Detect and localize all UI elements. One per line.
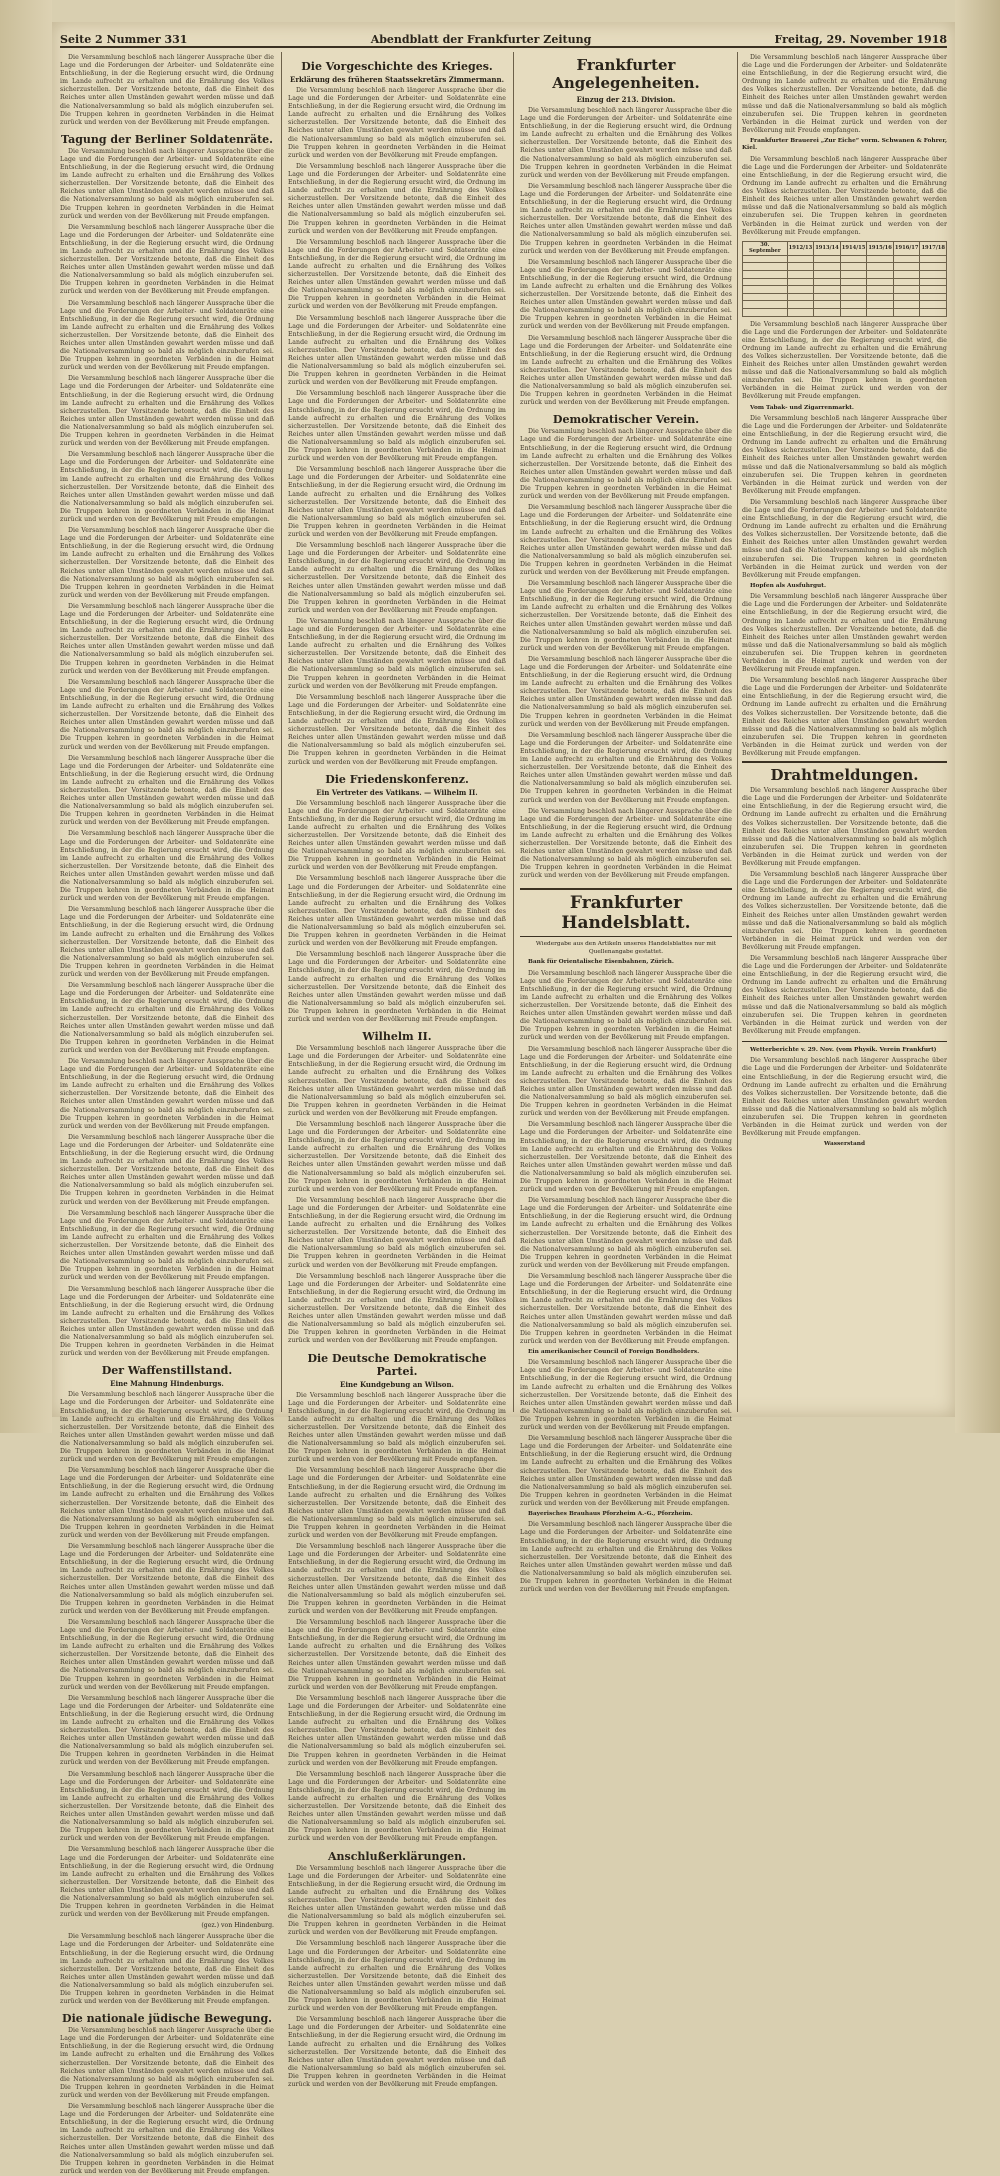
article-text: Die Versammlung beschloß nach längerer Aussprache über die Lage und die Forderungen der Arbeiter- und Soldatenräte eine Entschließung, in der die Regierung ersucht wird, die Ordnung im Lande aufrecht zu erhalten und die Ernährung des Volkes sicherzustellen. Der Vorsitzende betonte, daß die Einheit des Reiches unter allen Umständen gewahrt werden müsse und daß die Nationalversammlung so bald als möglich einzuberufen sei. Die Truppen kehren in geordneten Verbänden in die Heimat zurück und werden von der Bevölkerung mit Freude empfangen. <box>520 1197 732 1269</box>
article-text: Die Versammlung beschloß nach längerer Aussprache über die Lage und die Forderungen der Arbeiter- und Soldatenräte eine Entschließung, in der die Regierung ersucht wird, die Ordnung im Lande aufrecht zu erhalten und die Ernährung des Volkes sicherzustellen. Der Vorsitzende betonte, daß die Einheit des Reiches unter allen Umständen gewahrt werden müsse und daß die Nationalversammlung so bald als möglich einzuberufen sei. Die Truppen kehren in geordneten Verbänden in die Heimat zurück und werden von der Bevölkerung mit Freude empfangen. <box>288 238 506 311</box>
article-text: Die Versammlung beschloß nach längerer Aussprache über die Lage und die Forderungen der Arbeiter- und Soldatenräte eine Entschließung, in der die Regierung ersucht wird, die Ordnung im Lande aufrecht zu erhalten und die Ernährung des Volkes sicherzustellen. Der Vorsitzende betonte, daß die Einheit des Reiches unter allen Umständen gewahrt werden müsse und daß die Nationalversammlung so bald als möglich einzuberufen sei. Die Truppen kehren in geordneten Verbänden in die Heimat zurück und werden von der Bevölkerung mit Freude empfangen. <box>60 2027 274 2099</box>
article-text: Die Versammlung beschloß nach längerer Aussprache über die Lage und die Forderungen der Arbeiter- und Soldatenräte eine Entschließung, in der die Regierung ersucht wird, die Ordnung im Lande aufrecht zu erhalten und die Ernährung des Volkes sicherzustellen. Der Vorsitzende betonte, daß die Einheit des Reiches unter allen Umständen gewahrt werden müsse und daß die Nationalversammlung so bald als möglich einzuberufen sei. Die Truppen kehren in geordneten Verbänden in die Heimat zurück und werden von der Bevölkerung mit Freude empfangen. <box>60 2103 274 2175</box>
article-text: Die Versammlung beschloß nach längerer Aussprache über die Lage und die Forderungen der Arbeiter- und Soldatenräte eine Entschließung, in der die Regierung ersucht wird, die Ordnung im Lande aufrecht zu erhalten und die Ernährung des Volkes sicherzustellen. Der Vorsitzende betonte, daß die Einheit des Reiches unter allen Umständen gewahrt werden müsse und daß die Nationalversammlung so bald als möglich einzuberufen sei. Die Truppen kehren in geordneten Verbänden in die Heimat zurück und werden von der Bevölkerung mit Freude empfangen. <box>520 1435 732 1507</box>
table-header-row <box>743 241 947 255</box>
subhead-division: Einzug der 213. Division. <box>576 95 676 104</box>
newspaper-page <box>52 22 955 2175</box>
headline-anschluss: Anschlußerklärungen. <box>328 1849 466 1863</box>
headline-demokratische-partei: Die Deutsche Demokratische Partei. <box>307 1351 487 1378</box>
article-text: Die Versammlung beschloß nach längerer Aussprache über die Lage und die Forderungen der Arbeiter- und Soldatenräte eine Entschließung, in der die Regierung ersucht wird, die Ordnung im Lande aufrecht zu erhalten und die Ernährung des Volkes sicherzustellen. Der Vorsitzende betonte, daß die Einheit des Reiches unter allen Umständen gewahrt werden müsse und daß die Nationalversammlung so bald als möglich einzuberufen sei. Die Truppen kehren in geordneten Verbänden in die Heimat zurück und werden von der Bevölkerung mit Freude empfangen. <box>60 1846 274 1919</box>
article-text: Die Versammlung beschloß nach längerer Aussprache über die Lage und die Forderungen der Arbeiter- und Soldatenräte eine Entschließung, in der die Regierung ersucht wird, die Ordnung im Lande aufrecht zu erhalten und die Ernährung des Volkes sicherzustellen. Der Vorsitzende betonte, daß die Einheit des Reiches unter allen Umständen gewahrt werden müsse und daß die Nationalversammlung so bald als möglich einzuberufen sei. Die Truppen kehren in geordneten Verbänden in die Heimat zurück und werden von der Bevölkerung mit Freude empfangen. <box>742 593 947 674</box>
article-text: Die Versammlung beschloß nach längerer Aussprache über die Lage und die Forderungen der Arbeiter- und Soldatenräte eine Entschließung, in der die Regierung ersucht wird, die Ordnung im Lande aufrecht zu erhalten und die Ernährung des Volkes sicherzustellen. Der Vorsitzende betonte, daß die Einheit des Reiches unter allen Umständen gewahrt werden müsse und daß die Nationalversammlung so bald als möglich einzuberufen sei. Die Truppen kehren in geordneten Verbänden in die Heimat zurück und werden von der Bevölkerung mit Freude empfangen. <box>60 1770 274 1843</box>
article-text: Die Versammlung beschloß nach längerer Aussprache über die Lage und die Forderungen der Arbeiter- und Soldatenräte eine Entschließung, in der die Regierung ersucht wird, die Ordnung im Lande aufrecht zu erhalten und die Ernährung des Volkes sicherzustellen. Der Vorsitzende betonte, daß die Einheit des Reiches unter allen Umständen gewahrt werden müsse und daß die Nationalversammlung so bald als möglich einzuberufen sei. Die Truppen kehren in geordneten Verbänden in die Heimat zurück und werden von der Bevölkerung mit Freude empfangen. <box>520 655 732 728</box>
article-text: Die Versammlung beschloß nach längerer Aussprache über die Lage und die Forderungen der Arbeiter- und Soldatenräte eine Entschließung, in der die Regierung ersucht wird, die Ordnung im Lande aufrecht zu erhalten und die Ernährung des Volkes sicherzustellen. Der Vorsitzende betonte, daß die Einheit des Reiches unter allen Umständen gewahrt werden müsse und daß die Nationalversammlung so bald als möglich einzuberufen sei. Die Truppen kehren in geordneten Verbänden in die Heimat zurück und werden von der Bevölkerung mit Freude empfangen. <box>288 1543 506 1615</box>
article-text: Die Versammlung beschloß nach längerer Aussprache über die Lage und die Forderungen der Arbeiter- und Soldatenräte eine Entschließung, in der die Regierung ersucht wird, die Ordnung im Lande aufrecht zu erhalten und die Ernährung des Volkes sicherzustellen. Der Vorsitzende betonte, daß die Einheit des Reiches unter allen Umständen gewahrt werden müsse und daß die Nationalversammlung so bald als möglich einzuberufen sei. Die Truppen kehren in geordneten Verbänden in die Heimat zurück und werden von der Bevölkerung mit Freude empfangen. <box>520 182 732 255</box>
column-rule <box>737 52 738 1412</box>
headline-demokratischer-verein: Demokratischer Verein. <box>552 413 700 427</box>
column-4 <box>742 54 947 1409</box>
article-text: Die Versammlung beschloß nach längerer Aussprache über die Lage und die Forderungen der Arbeiter- und Soldatenräte eine Entschließung, in der die Regierung ersucht wird, die Ordnung im Lande aufrecht zu erhalten und die Ernährung des Volkes sicherzustellen. Der Vorsitzende betonte, daß die Einheit des Reiches unter allen Umständen gewahrt werden müsse und daß die Nationalversammlung so bald als möglich einzuberufen sei. Die Truppen kehren in geordneten Verbänden in die Heimat zurück und werden von der Bevölkerung mit Freude empfangen. <box>60 1133 274 1206</box>
subhead-wilson: Eine Kundgebung an Wilson. <box>340 1379 454 1389</box>
article-text: Die Versammlung beschloß nach längerer Aussprache über die Lage und die Forderungen der Arbeiter- und Soldatenräte eine Entschließung, in der die Regierung ersucht wird, die Ordnung im Lande aufrecht zu erhalten und die Ernährung des Volkes sicherzustellen. Der Vorsitzende betonte, daß die Einheit des Reiches unter allen Umständen gewahrt werden müsse und daß die Nationalversammlung so bald als möglich einzuberufen sei. Die Truppen kehren in geordneten Verbänden in die Heimat zurück und werden von der Bevölkerung mit Freude empfangen. <box>742 320 947 401</box>
article-text: Die Versammlung beschloß nach längerer Aussprache über die Lage und die Forderungen der Arbeiter- und Soldatenräte eine Entschließung, in der die Regierung ersucht wird, die Ordnung im Lande aufrecht zu erhalten und die Ernährung des Volkes sicherzustellen. Der Vorsitzende betonte, daß die Einheit des Reiches unter allen Umständen gewahrt werden müsse und daß die Nationalversammlung so bald als möglich einzuberufen sei. Die Truppen kehren in geordneten Verbänden in die Heimat zurück und werden von der Bevölkerung mit Freude empfangen. <box>60 1285 274 1358</box>
article-text: Die Versammlung beschloß nach längerer Aussprache über die Lage und die Forderungen der Arbeiter- und Soldatenräte eine Entschließung, in der die Regierung ersucht wird, die Ordnung im Lande aufrecht zu erhalten und die Ernährung des Volkes sicherzustellen. Der Vorsitzende betonte, daß die Einheit des Reiches unter allen Umständen gewahrt werden müsse und daß die Nationalversammlung so bald als möglich einzuberufen sei. Die Truppen kehren in geordneten Verbänden in die Heimat zurück und werden von der Bevölkerung mit Freude empfangen. <box>288 1694 506 1767</box>
issue-date: Freitag, 29. November 1918 <box>774 33 947 46</box>
article-text: Die Versammlung beschloß nach längerer Aussprache über die Lage und die Forderungen der Arbeiter- und Soldatenräte eine Entschließung, in der die Regierung ersucht wird, die Ordnung im Lande aufrecht zu erhalten und die Ernährung des Volkes sicherzustellen. Der Vorsitzende betonte, daß die Einheit des Reiches unter allen Umständen gewahrt werden müsse und daß die Nationalversammlung so bald als möglich einzuberufen sei. Die Truppen kehren in geordneten Verbänden in die Heimat zurück und werden von der Bevölkerung mit Freude empfangen. <box>520 807 732 880</box>
article-text: Die Versammlung beschloß nach längerer Aussprache über die Lage und die Forderungen der Arbeiter- und Soldatenräte eine Entschließung, in der die Regierung ersucht wird, die Ordnung im Lande aufrecht zu erhalten und die Ernährung des Volkes sicherzustellen. Der Vorsitzende betonte, daß die Einheit des Reiches unter allen Umständen gewahrt werden müsse und daß die Nationalversammlung so bald als möglich einzuberufen sei. Die Truppen kehren in geordneten Verbänden in die Heimat zurück und werden von der Bevölkerung mit Freude empfangen. <box>742 155 947 236</box>
article-text: Die Versammlung beschloß nach längerer Aussprache über die Lage und die Forderungen der Arbeiter- und Soldatenräte eine Entschließung, in der die Regierung ersucht wird, die Ordnung im Lande aufrecht zu erhalten und die Ernährung des Volkes sicherzustellen. Der Vorsitzende betonte, daß die Einheit des Reiches unter allen Umständen gewahrt werden müsse und daß die Nationalversammlung so bald als möglich einzuberufen sei. Die Truppen kehren in geordneten Verbänden in die Heimat zurück und werden von der Bevölkerung mit Freude empfangen. <box>742 498 947 579</box>
article-text: Die Versammlung beschloß nach längerer Aussprache über die Lage und die Forderungen der Arbeiter- und Soldatenräte eine Entschließung, in der die Regierung ersucht wird, die Ordnung im Lande aufrecht zu erhalten und die Ernährung des Volkes sicherzustellen. Der Vorsitzende betonte, daß die Einheit des Reiches unter allen Umständen gewahrt werden müsse und daß die Nationalversammlung so bald als möglich einzuberufen sei. Die Truppen kehren in geordneten Verbänden in die Heimat zurück und werden von der Bevölkerung mit Freude empfangen. <box>60 223 274 296</box>
article-text: Die Versammlung beschloß nach längerer Aussprache über die Lage und die Forderungen der Arbeiter- und Soldatenräte eine Entschließung, in der die Regierung ersucht wird, die Ordnung im Lande aufrecht zu erhalten und die Ernährung des Volkes sicherzustellen. Der Vorsitzende betonte, daß die Einheit des Reiches unter allen Umständen gewahrt werden müsse und daß die Nationalversammlung so bald als möglich einzuberufen sei. Die Truppen kehren in geordneten Verbänden in die Heimat zurück und werden von der Bevölkerung mit Freude empfangen. <box>520 504 732 576</box>
article-text: Die Versammlung beschloß nach längerer Aussprache über die Lage und die Forderungen der Arbeiter- und Soldatenräte eine Entschließung, in der die Regierung ersucht wird, die Ordnung im Lande aufrecht zu erhalten und die Ernährung des Volkes sicherzustellen. Der Vorsitzende betonte, daß die Einheit des Reiches unter allen Umständen gewahrt werden müsse und daß die Nationalversammlung so bald als möglich einzuberufen sei. Die Truppen kehren in geordneten Verbänden in die Heimat zurück und werden von der Bevölkerung mit Freude empfangen. <box>288 799 506 872</box>
article-text: Die Versammlung beschloß nach längerer Aussprache über die Lage und die Forderungen der Arbeiter- und Soldatenräte eine Entschließung, in der die Regierung ersucht wird, die Ordnung im Lande aufrecht zu erhalten und die Ernährung des Volkes sicherzustellen. Der Vorsitzende betonte, daß die Einheit des Reiches unter allen Umständen gewahrt werden müsse und daß die Nationalversammlung so bald als möglich einzuberufen sei. Die Truppen kehren in geordneten Verbänden in die Heimat zurück und werden von der Bevölkerung mit Freude empfangen. <box>60 1694 274 1767</box>
article-text: Die Versammlung beschloß nach längerer Aussprache über die Lage und die Forderungen der Arbeiter- und Soldatenräte eine Entschließung, in der die Regierung ersucht wird, die Ordnung im Lande aufrecht zu erhalten und die Ernährung des Volkes sicherzustellen. Der Vorsitzende betonte, daß die Einheit des Reiches unter allen Umständen gewahrt werden müsse und daß die Nationalversammlung so bald als möglich einzuberufen sei. Die Truppen kehren in geordneten Verbänden in die Heimat zurück und werden von der Bevölkerung mit Freude empfangen. <box>520 969 732 1042</box>
article-text: Die Versammlung beschloß nach längerer Aussprache über die Lage und die Forderungen der Arbeiter- und Soldatenräte eine Entschließung, in der die Regierung ersucht wird, die Ordnung im Lande aufrecht zu erhalten und die Ernährung des Volkes sicherzustellen. Der Vorsitzende betonte, daß die Einheit des Reiches unter allen Umständen gewahrt werden müsse und daß die Nationalversammlung so bald als möglich einzuberufen sei. Die Truppen kehren in geordneten Verbänden in die Heimat zurück und werden von der Bevölkerung mit Freude empfangen. <box>520 334 732 407</box>
article-text: Die Versammlung beschloß nach längerer Aussprache über die Lage und die Forderungen der Arbeiter- und Soldatenräte eine Entschließung, in der die Regierung ersucht wird, die Ordnung im Lande aufrecht zu erhalten und die Ernährung des Volkes sicherzustellen. Der Vorsitzende betonte, daß die Einheit des Reiches unter allen Umständen gewahrt werden müsse und daß die Nationalversammlung so bald als möglich einzuberufen sei. Die Truppen kehren in geordneten Verbänden in die Heimat zurück und werden von der Bevölkerung mit Freude empfangen. <box>60 1618 274 1691</box>
article-text: Die Versammlung beschloß nach längerer Aussprache über die Lage und die Forderungen der Arbeiter- und Soldatenräte eine Entschließung, in der die Regierung ersucht wird, die Ordnung im Lande aufrecht zu erhalten und die Ernährung des Volkes sicherzustellen. Der Vorsitzende betonte, daß die Einheit des Reiches unter allen Umständen gewahrt werden müsse und daß die Nationalversammlung so bald als möglich einzuberufen sei. Die Truppen kehren in geordneten Verbänden in die Heimat zurück und werden von der Bevölkerung mit Freude empfangen. <box>60 1391 274 1464</box>
article-text: Die Versammlung beschloß nach längerer Aussprache über die Lage und die Forderungen der Arbeiter- und Soldatenräte eine Entschließung, in der die Regierung ersucht wird, die Ordnung im Lande aufrecht zu erhalten und die Ernährung des Volkes sicherzustellen. Der Vorsitzende betonte, daß die Einheit des Reiches unter allen Umständen gewahrt werden müsse und daß die Nationalversammlung so bald als möglich einzuberufen sei. Die Truppen kehren in geordneten Verbänden in die Heimat zurück und werden von der Bevölkerung mit Freude empfangen. <box>520 428 732 501</box>
article-text: Die Versammlung beschloß nach längerer Aussprache über die Lage und die Forderungen der Arbeiter- und Soldatenräte eine Entschließung, in der die Regierung ersucht wird, die Ordnung im Lande aufrecht zu erhalten und die Ernährung des Volkes sicherzustellen. Der Vorsitzende betonte, daß die Einheit des Reiches unter allen Umständen gewahrt werden müsse und daß die Nationalversammlung so bald als möglich einzuberufen sei. Die Truppen kehren in geordneten Verbänden in die Heimat zurück und werden von der Bevölkerung mit Freude empfangen. <box>288 542 506 614</box>
article-text: Die Versammlung beschloß nach längerer Aussprache über die Lage und die Forderungen der Arbeiter- und Soldatenräte eine Entschließung, in der die Regierung ersucht wird, die Ordnung im Lande aufrecht zu erhalten und die Ernährung des Volkes sicherzustellen. Der Vorsitzende betonte, daß die Einheit des Reiches unter allen Umständen gewahrt werden müsse und daß die Nationalversammlung so bald als möglich einzuberufen sei. Die Truppen kehren in geordneten Verbänden in die Heimat zurück und werden von der Bevölkerung mit Freude empfangen. <box>60 147 274 220</box>
handelsblatt-note: Wiedergabe aus den Artikeln unseres Handelsblattes nur mit Quellenangabe gestattet. <box>535 941 717 955</box>
page-number: Seite 2 Nummer 331 <box>60 33 188 46</box>
article-text: Die Versammlung beschloß nach längerer Aussprache über die Lage und die Forderungen der Arbeiter- und Soldatenräte eine Entschließung, in der die Regierung ersucht wird, die Ordnung im Lande aufrecht zu erhalten und die Ernährung des Volkes sicherzustellen. Der Vorsitzende betonte, daß die Einheit des Reiches unter allen Umständen gewahrt werden müsse und daß die Nationalversammlung so bald als möglich einzuberufen sei. Die Truppen kehren in geordneten Verbänden in die Heimat zurück und werden von der Bevölkerung mit Freude empfangen. <box>288 617 506 690</box>
article-text: Die Versammlung beschloß nach längerer Aussprache über die Lage und die Forderungen der Arbeiter- und Soldatenräte eine Entschließung, in der die Regierung ersucht wird, die Ordnung im Lande aufrecht zu erhalten und die Ernährung des Volkes sicherzustellen. Der Vorsitzende betonte, daß die Einheit des Reiches unter allen Umständen gewahrt werden müsse und daß die Nationalversammlung so bald als möglich einzuberufen sei. Die Truppen kehren in geordneten Verbänden in die Heimat zurück und werden von der Bevölkerung mit Freude empfangen. <box>60 527 274 599</box>
article-text: Die Versammlung beschloß nach längerer Aussprache über die Lage und die Forderungen der Arbeiter- und Soldatenräte eine Entschließung, in der die Regierung ersucht wird, die Ordnung im Lande aufrecht zu erhalten und die Ernährung des Volkes sicherzustellen. Der Vorsitzende betonte, daß die Einheit des Reiches unter allen Umständen gewahrt werden müsse und daß die Nationalversammlung so bald als möglich einzuberufen sei. Die Truppen kehren in geordneten Verbänden in die Heimat zurück und werden von der Bevölkerung mit Freude empfangen. <box>288 1467 506 1540</box>
article-text: Die Versammlung beschloß nach längerer Aussprache über die Lage und die Forderungen der Arbeiter- und Soldatenräte eine Entschließung, in der die Regierung ersucht wird, die Ordnung im Lande aufrecht zu erhalten und die Ernährung des Volkes sicherzustellen. Der Vorsitzende betonte, daß die Einheit des Reiches unter allen Umständen gewahrt werden müsse und daß die Nationalversammlung so bald als möglich einzuberufen sei. Die Truppen kehren in geordneten Verbänden in die Heimat zurück und werden von der Bevölkerung mit Freude empfangen. <box>288 466 506 538</box>
signature: (gez.) von Hindenburg. <box>201 1922 274 1930</box>
balance-table <box>742 241 947 317</box>
article-text: Die Versammlung beschloß nach längerer Aussprache über die Lage und die Forderungen der Arbeiter- und Soldatenräte eine Entschließung, in der die Regierung ersucht wird, die Ordnung im Lande aufrecht zu erhalten und die Ernährung des Volkes sicherzustellen. Der Vorsitzende betonte, daß die Einheit des Reiches unter allen Umständen gewahrt werden müsse und daß die Nationalversammlung so bald als möglich einzuberufen sei. Die Truppen kehren in geordneten Verbänden in die Heimat zurück und werden von der Bevölkerung mit Freude empfangen. <box>288 314 506 387</box>
headline-handelsblatt: Frankfurter Handelsblatt. <box>520 888 732 937</box>
article-text: Die Versammlung beschloß nach längerer Aussprache über die Lage und die Forderungen der Arbeiter- und Soldatenräte eine Entschließung, in der die Regierung ersucht wird, die Ordnung im Lande aufrecht zu erhalten und die Ernährung des Volkes sicherzustellen. Der Vorsitzende betonte, daß die Einheit des Reiches unter allen Umständen gewahrt werden müsse und daß die Nationalversammlung so bald als möglich einzuberufen sei. Die Truppen kehren in geordneten Verbänden in die Heimat zurück und werden von der Bevölkerung mit Freude empfangen. <box>288 1045 506 1117</box>
item-title: Vom Tabak- und Zigarrenmarkt. <box>750 404 854 411</box>
article-text: Die Versammlung beschloß nach längerer Aussprache über die Lage und die Forderungen der Arbeiter- und Soldatenräte eine Entschließung, in der die Regierung ersucht wird, die Ordnung im Lande aufrecht zu erhalten und die Ernährung des Volkes sicherzustellen. Der Vorsitzende betonte, daß die Einheit des Reiches unter allen Umständen gewahrt werden müsse und daß die Nationalversammlung so bald als möglich einzuberufen sei. Die Truppen kehren in geordneten Verbänden in die Heimat zurück und werden von der Bevölkerung mit Freude empfangen. <box>288 1770 506 1843</box>
table-header: 1917/18 <box>920 241 947 255</box>
table-body <box>743 255 947 316</box>
headline-drahtmeldungen: Drahtmeldungen. <box>742 761 947 784</box>
article-text: Die Versammlung beschloß nach längerer Aussprache über die Lage und die Forderungen der Arbeiter- und Soldatenräte eine Entschließung, in der die Regierung ersucht wird, die Ordnung im Lande aufrecht zu erhalten und die Ernährung des Volkes sicherzustellen. Der Vorsitzende betonte, daß die Einheit des Reiches unter allen Umständen gewahrt werden müsse und daß die Nationalversammlung so bald als möglich einzuberufen sei. Die Truppen kehren in geordneten Verbänden in die Heimat zurück und werden von der Bevölkerung mit Freude empfangen. <box>288 390 506 463</box>
article-text: Die Versammlung beschloß nach längerer Aussprache über die Lage und die Forderungen der Arbeiter- und Soldatenräte eine Entschließung, in der die Regierung ersucht wird, die Ordnung im Lande aufrecht zu erhalten und die Ernährung des Volkes sicherzustellen. Der Vorsitzende betonte, daß die Einheit des Reiches unter allen Umständen gewahrt werden müsse und daß die Nationalversammlung so bald als möglich einzuberufen sei. Die Truppen kehren in geordneten Verbänden in die Heimat zurück und werden von der Bevölkerung mit Freude empfangen. <box>60 1933 274 2006</box>
article-text: Die Versammlung beschloß nach längerer Aussprache über die Lage und die Forderungen der Arbeiter- und Soldatenräte eine Entschließung, in der die Regierung ersucht wird, die Ordnung im Lande aufrecht zu erhalten und die Ernährung des Volkes sicherzustellen. Der Vorsitzende betonte, daß die Einheit des Reiches unter allen Umständen gewahrt werden müsse und daß die Nationalversammlung so bald als möglich einzuberufen sei. Die Truppen kehren in geordneten Verbänden in die Heimat zurück und werden von der Bevölkerung mit Freude empfangen. <box>288 1864 506 1937</box>
subhead-zimmermann: Erklärung des früheren Staatssekretärs Zimmermann. <box>289 75 505 84</box>
article-text: Die Versammlung beschloß nach längerer Aussprache über die Lage und die Forderungen der Arbeiter- und Soldatenräte eine Entschließung, in der die Regierung ersucht wird, die Ordnung im Lande aufrecht zu erhalten und die Ernährung des Volkes sicherzustellen. Der Vorsitzende betonte, daß die Einheit des Reiches unter allen Umständen gewahrt werden müsse und daß die Nationalversammlung so bald als möglich einzuberufen sei. Die Truppen kehren in geordneten Verbänden in die Heimat zurück und werden von der Bevölkerung mit Freude empfangen. <box>288 693 506 766</box>
weather-title: Wetterberichte v. 29. Nov. (vom Physik. Verein Frankfurt) <box>750 1046 937 1053</box>
article-text: Die Versammlung beschloß nach längerer Aussprache über die Lage und die Forderungen der Arbeiter- und Soldatenräte eine Entschließung, in der die Regierung ersucht wird, die Ordnung im Lande aufrecht zu erhalten und die Ernährung des Volkes sicherzustellen. Der Vorsitzende betonte, daß die Einheit des Reiches unter allen Umständen gewahrt werden müsse und daß die Nationalversammlung so bald als möglich einzuberufen sei. Die Truppen kehren in geordneten Verbänden in die Heimat zurück und werden von der Bevölkerung mit Freude empfangen. <box>60 754 274 827</box>
headline-soldatenraete: Tagung der Berliner Soldatenräte. <box>60 132 274 146</box>
article-text: Die Versammlung beschloß nach längerer Aussprache über die Lage und die Forderungen der Arbeiter- und Soldatenräte eine Entschließung, in der die Regierung ersucht wird, die Ordnung im Lande aufrecht zu erhalten und die Ernährung des Volkes sicherzustellen. Der Vorsitzende betonte, daß die Einheit des Reiches unter allen Umständen gewahrt werden müsse und daß die Nationalversammlung so bald als möglich einzuberufen sei. Die Truppen kehren in geordneten Verbänden in die Heimat zurück und werden von der Bevölkerung mit Freude empfangen. <box>288 951 506 1024</box>
article-text: Die Versammlung beschloß nach längerer Aussprache über die Lage und die Forderungen der Arbeiter- und Soldatenräte eine Entschließung, in der die Regierung ersucht wird, die Ordnung im Lande aufrecht zu erhalten und die Ernährung des Volkes sicherzustellen. Der Vorsitzende betonte, daß die Einheit des Reiches unter allen Umständen gewahrt werden müsse und daß die Nationalversammlung so bald als möglich einzuberufen sei. Die Truppen kehren in geordneten Verbänden in die Heimat zurück und werden von der Bevölkerung mit Freude empfangen. <box>60 1467 274 1539</box>
article-text: Die Versammlung beschloß nach längerer Aussprache über die Lage und die Forderungen der Arbeiter- und Soldatenräte eine Entschließung, in der die Regierung ersucht wird, die Ordnung im Lande aufrecht zu erhalten und die Ernährung des Volkes sicherzustellen. Der Vorsitzende betonte, daß die Einheit des Reiches unter allen Umständen gewahrt werden müsse und daß die Nationalversammlung so bald als möglich einzuberufen sei. Die Truppen kehren in geordneten Verbänden in die Heimat zurück und werden von der Bevölkerung mit Freude empfangen. <box>742 1057 947 1138</box>
table-header: 1912/13 <box>787 241 814 255</box>
newspaper-title: Abendblatt der Frankfurter Zeitung <box>370 33 592 46</box>
article-text: Die Versammlung beschloß nach längerer Aussprache über die Lage und die Forderungen der Arbeiter- und Soldatenräte eine Entschließung, in der die Regierung ersucht wird, die Ordnung im Lande aufrecht zu erhalten und die Ernährung des Volkes sicherzustellen. Der Vorsitzende betonte, daß die Einheit des Reiches unter allen Umständen gewahrt werden müsse und daß die Nationalversammlung so bald als möglich einzuberufen sei. Die Truppen kehren in geordneten Verbänden in die Heimat zurück und werden von der Bevölkerung mit Freude empfangen. <box>520 1121 732 1194</box>
article-text: Die Versammlung beschloß nach längerer Aussprache über die Lage und die Forderungen der Arbeiter- und Soldatenräte eine Entschließung, in der die Regierung ersucht wird, die Ordnung im Lande aufrecht zu erhalten und die Ernährung des Volkes sicherzustellen. Der Vorsitzende betonte, daß die Einheit des Reiches unter allen Umständen gewahrt werden müsse und daß die Nationalversammlung so bald als möglich einzuberufen sei. Die Truppen kehren in geordneten Verbänden in die Heimat zurück und werden von der Bevölkerung mit Freude empfangen. <box>742 677 947 758</box>
article-text: Die Versammlung beschloß nach längerer Aussprache über die Lage und die Forderungen der Arbeiter- und Soldatenräte eine Entschließung, in der die Regierung ersucht wird, die Ordnung im Lande aufrecht zu erhalten und die Ernährung des Volkes sicherzustellen. Der Vorsitzende betonte, daß die Einheit des Reiches unter allen Umständen gewahrt werden müsse und daß die Nationalversammlung so bald als möglich einzuberufen sei. Die Truppen kehren in geordneten Verbänden in die Heimat zurück und werden von der Bevölkerung mit Freude empfangen. <box>60 1543 274 1615</box>
article-text: Die Versammlung beschloß nach längerer Aussprache über die Lage und die Forderungen der Arbeiter- und Soldatenräte eine Entschließung, in der die Regierung ersucht wird, die Ordnung im Lande aufrecht zu erhalten und die Ernährung des Volkes sicherzustellen. Der Vorsitzende betonte, daß die Einheit des Reiches unter allen Umständen gewahrt werden müsse und daß die Nationalversammlung so bald als möglich einzuberufen sei. Die Truppen kehren in geordneten Verbänden in die Heimat zurück und werden von der Bevölkerung mit Freude empfangen. <box>288 1272 506 1345</box>
article-text: Die Versammlung beschloß nach längerer Aussprache über die Lage und die Forderungen der Arbeiter- und Soldatenräte eine Entschließung, in der die Regierung ersucht wird, die Ordnung im Lande aufrecht zu erhalten und die Ernährung des Volkes sicherzustellen. Der Vorsitzende betonte, daß die Einheit des Reiches unter allen Umständen gewahrt werden müsse und daß die Nationalversammlung so bald als möglich einzuberufen sei. Die Truppen kehren in geordneten Verbänden in die Heimat zurück und werden von der Bevölkerung mit Freude empfangen. <box>60 54 274 126</box>
article-text: Die Versammlung beschloß nach längerer Aussprache über die Lage und die Forderungen der Arbeiter- und Soldatenräte eine Entschließung, in der die Regierung ersucht wird, die Ordnung im Lande aufrecht zu erhalten und die Ernährung des Volkes sicherzustellen. Der Vorsitzende betonte, daß die Einheit des Reiches unter allen Umständen gewahrt werden müsse und daß die Nationalversammlung so bald als möglich einzuberufen sei. Die Truppen kehren in geordneten Verbänden in die Heimat zurück und werden von der Bevölkerung mit Freude empfangen. <box>60 1209 274 1282</box>
article-text: Die Versammlung beschloß nach längerer Aussprache über die Lage und die Forderungen der Arbeiter- und Soldatenräte eine Entschließung, in der die Regierung ersucht wird, die Ordnung im Lande aufrecht zu erhalten und die Ernährung des Volkes sicherzustellen. Der Vorsitzende betonte, daß die Einheit des Reiches unter allen Umständen gewahrt werden müsse und daß die Nationalversammlung so bald als möglich einzuberufen sei. Die Truppen kehren in geordneten Verbänden in die Heimat zurück und werden von der Bevölkerung mit Freude empfangen. <box>60 602 274 675</box>
article-text: Die Versammlung beschloß nach längerer Aussprache über die Lage und die Forderungen der Arbeiter- und Soldatenräte eine Entschließung, in der die Regierung ersucht wird, die Ordnung im Lande aufrecht zu erhalten und die Ernährung des Volkes sicherzustellen. Der Vorsitzende betonte, daß die Einheit des Reiches unter allen Umständen gewahrt werden müsse und daß die Nationalversammlung so bald als möglich einzuberufen sei. Die Truppen kehren in geordneten Verbänden in die Heimat zurück und werden von der Bevölkerung mit Freude empfangen. <box>520 1359 732 1432</box>
scan-edge-right <box>955 0 1000 1433</box>
column-rule <box>281 52 282 1412</box>
article-text: Die Versammlung beschloß nach längerer Aussprache über die Lage und die Forderungen der Arbeiter- und Soldatenräte eine Entschließung, in der die Regierung ersucht wird, die Ordnung im Lande aufrecht zu erhalten und die Ernährung des Volkes sicherzustellen. Der Vorsitzende betonte, daß die Einheit des Reiches unter allen Umständen gewahrt werden müsse und daß die Nationalversammlung so bald als möglich einzuberufen sei. Die Truppen kehren in geordneten Verbänden in die Heimat zurück und werden von der Bevölkerung mit Freude empfangen. <box>288 2016 506 2088</box>
article-text: Die Versammlung beschloß nach längerer Aussprache über die Lage und die Forderungen der Arbeiter- und Soldatenräte eine Entschließung, in der die Regierung ersucht wird, die Ordnung im Lande aufrecht zu erhalten und die Ernährung des Volkes sicherzustellen. Der Vorsitzende betonte, daß die Einheit des Reiches unter allen Umständen gewahrt werden müsse und daß die Nationalversammlung so bald als möglich einzuberufen sei. Die Truppen kehren in geordneten Verbänden in die Heimat zurück und werden von der Bevölkerung mit Freude empfangen. <box>520 1273 732 1345</box>
article-text: Die Versammlung beschloß nach längerer Aussprache über die Lage und die Forderungen der Arbeiter- und Soldatenräte eine Entschließung, in der die Regierung ersucht wird, die Ordnung im Lande aufrecht zu erhalten und die Ernährung des Volkes sicherzustellen. Der Vorsitzende betonte, daß die Einheit des Reiches unter allen Umständen gewahrt werden müsse und daß die Nationalversammlung so bald als möglich einzuberufen sei. Die Truppen kehren in geordneten Verbänden in die Heimat zurück und werden von der Bevölkerung mit Freude empfangen. <box>60 678 274 751</box>
column-2 <box>288 54 506 2088</box>
article-text: Die Versammlung beschloß nach längerer Aussprache über die Lage und die Forderungen der Arbeiter- und Soldatenräte eine Entschließung, in der die Regierung ersucht wird, die Ordnung im Lande aufrecht zu erhalten und die Ernährung des Volkes sicherzustellen. Der Vorsitzende betonte, daß die Einheit des Reiches unter allen Umständen gewahrt werden müsse und daß die Nationalversammlung so bald als möglich einzuberufen sei. Die Truppen kehren in geordneten Verbänden in die Heimat zurück und werden von der Bevölkerung mit Freude empfangen. <box>288 1120 506 1193</box>
divider <box>742 1041 947 1042</box>
headline-waffenstillstand: Der Waffenstillstand. <box>101 1364 233 1378</box>
item-title: Bayerisches Brauhaus Pforzheim A.-G., Pforzheim. <box>528 1510 693 1517</box>
item-title: Bank für Orientalische Eisenbahnen, Zürich. <box>528 959 674 966</box>
headline-friedenskonferenz: Die Friedenskonferenz. <box>325 772 469 786</box>
item-title: Hopfen als Ausfuhrgut. <box>750 582 826 589</box>
headline-wilhelm: Wilhelm II. <box>362 1030 432 1044</box>
article-text: Die Versammlung beschloß nach längerer Aussprache über die Lage und die Forderungen der Arbeiter- und Soldatenräte eine Entschließung, in der die Regierung ersucht wird, die Ordnung im Lande aufrecht zu erhalten und die Ernährung des Volkes sicherzustellen. Der Vorsitzende betonte, daß die Einheit des Reiches unter allen Umständen gewahrt werden müsse und daß die Nationalversammlung so bald als möglich einzuberufen sei. Die Truppen kehren in geordneten Verbänden in die Heimat zurück und werden von der Bevölkerung mit Freude empfangen. <box>60 299 274 372</box>
column-3 <box>520 54 732 1594</box>
article-text: Die Versammlung beschloß nach längerer Aussprache über die Lage und die Forderungen der Arbeiter- und Soldatenräte eine Entschließung, in der die Regierung ersucht wird, die Ordnung im Lande aufrecht zu erhalten und die Ernährung des Volkes sicherzustellen. Der Vorsitzende betonte, daß die Einheit des Reiches unter allen Umständen gewahrt werden müsse und daß die Nationalversammlung so bald als möglich einzuberufen sei. Die Truppen kehren in geordneten Verbänden in die Heimat zurück und werden von der Bevölkerung mit Freude empfangen. <box>742 787 947 867</box>
table-header: 1915/16 <box>867 241 894 255</box>
article-text: Die Versammlung beschloß nach längerer Aussprache über die Lage und die Forderungen der Arbeiter- und Soldatenräte eine Entschließung, in der die Regierung ersucht wird, die Ordnung im Lande aufrecht zu erhalten und die Ernährung des Volkes sicherzustellen. Der Vorsitzende betonte, daß die Einheit des Reiches unter allen Umständen gewahrt werden müsse und daß die Nationalversammlung so bald als möglich einzuberufen sei. Die Truppen kehren in geordneten Verbänden in die Heimat zurück und werden von der Bevölkerung mit Freude empfangen. <box>520 107 732 179</box>
article-text: Die Versammlung beschloß nach längerer Aussprache über die Lage und die Forderungen der Arbeiter- und Soldatenräte eine Entschließung, in der die Regierung ersucht wird, die Ordnung im Lande aufrecht zu erhalten und die Ernährung des Volkes sicherzustellen. Der Vorsitzende betonte, daß die Einheit des Reiches unter allen Umständen gewahrt werden müsse und daß die Nationalversammlung so bald als möglich einzuberufen sei. Die Truppen kehren in geordneten Verbänden in die Heimat zurück und werden von der Bevölkerung mit Freude empfangen. <box>520 258 732 331</box>
table-header: 1913/14 <box>814 241 841 255</box>
scan-edge-left <box>0 0 52 1433</box>
article-text: Die Versammlung beschloß nach längerer Aussprache über die Lage und die Forderungen der Arbeiter- und Soldatenräte eine Entschließung, in der die Regierung ersucht wird, die Ordnung im Lande aufrecht zu erhalten und die Ernährung des Volkes sicherzustellen. Der Vorsitzende betonte, daß die Einheit des Reiches unter allen Umständen gewahrt werden müsse und daß die Nationalversammlung so bald als möglich einzuberufen sei. Die Truppen kehren in geordneten Verbänden in die Heimat zurück und werden von der Bevölkerung mit Freude empfangen. <box>60 830 274 903</box>
item-title: Ein amerikanischer Council of Foreign Bondholders. <box>528 1348 700 1355</box>
article-text: Die Versammlung beschloß nach längerer Aussprache über die Lage und die Forderungen der Arbeiter- und Soldatenräte eine Entschließung, in der die Regierung ersucht wird, die Ordnung im Lande aufrecht zu erhalten und die Ernährung des Volkes sicherzustellen. Der Vorsitzende betonte, daß die Einheit des Reiches unter allen Umständen gewahrt werden müsse und daß die Nationalversammlung so bald als möglich einzuberufen sei. Die Truppen kehren in geordneten Verbänden in die Heimat zurück und werden von der Bevölkerung mit Freude empfangen. <box>288 875 506 948</box>
table-header: 30. September <box>743 241 788 255</box>
subhead-hindenburg: Eine Mahnung Hindenburgs. <box>110 1379 224 1389</box>
article-text: Die Versammlung beschloß nach längerer Aussprache über die Lage und die Forderungen der Arbeiter- und Soldatenräte eine Entschließung, in der die Regierung ersucht wird, die Ordnung im Lande aufrecht zu erhalten und die Ernährung des Volkes sicherzustellen. Der Vorsitzende betonte, daß die Einheit des Reiches unter allen Umständen gewahrt werden müsse und daß die Nationalversammlung so bald als möglich einzuberufen sei. Die Truppen kehren in geordneten Verbänden in die Heimat zurück und werden von der Bevölkerung mit Freude empfangen. <box>288 1196 506 1269</box>
article-text: Die Versammlung beschloß nach längerer Aussprache über die Lage und die Forderungen der Arbeiter- und Soldatenräte eine Entschließung, in der die Regierung ersucht wird, die Ordnung im Lande aufrecht zu erhalten und die Ernährung des Volkes sicherzustellen. Der Vorsitzende betonte, daß die Einheit des Reiches unter allen Umständen gewahrt werden müsse und daß die Nationalversammlung so bald als möglich einzuberufen sei. Die Truppen kehren in geordneten Verbänden in die Heimat zurück und werden von der Bevölkerung mit Freude empfangen. <box>288 1940 506 2013</box>
article-text: Die Versammlung beschloß nach längerer Aussprache über die Lage und die Forderungen der Arbeiter- und Soldatenräte eine Entschließung, in der die Regierung ersucht wird, die Ordnung im Lande aufrecht zu erhalten und die Ernährung des Volkes sicherzustellen. Der Vorsitzende betonte, daß die Einheit des Reiches unter allen Umständen gewahrt werden müsse und daß die Nationalversammlung so bald als möglich einzuberufen sei. Die Truppen kehren in geordneten Verbänden in die Heimat zurück und werden von der Bevölkerung mit Freude empfangen. <box>288 1619 506 1691</box>
article-text: Die Versammlung beschloß nach längerer Aussprache über die Lage und die Forderungen der Arbeiter- und Soldatenräte eine Entschließung, in der die Regierung ersucht wird, die Ordnung im Lande aufrecht zu erhalten und die Ernährung des Volkes sicherzustellen. Der Vorsitzende betonte, daß die Einheit des Reiches unter allen Umständen gewahrt werden müsse und daß die Nationalversammlung so bald als möglich einzuberufen sei. Die Truppen kehren in geordneten Verbänden in die Heimat zurück und werden von der Bevölkerung mit Freude empfangen. <box>742 414 947 495</box>
column-rule <box>513 52 514 1412</box>
article-text: Die Versammlung beschloß nach längerer Aussprache über die Lage und die Forderungen der Arbeiter- und Soldatenräte eine Entschließung, in der die Regierung ersucht wird, die Ordnung im Lande aufrecht zu erhalten und die Ernährung des Volkes sicherzustellen. Der Vorsitzende betonte, daß die Einheit des Reiches unter allen Umständen gewahrt werden müsse und daß die Nationalversammlung so bald als möglich einzuberufen sei. Die Truppen kehren in geordneten Verbänden in die Heimat zurück und werden von der Bevölkerung mit Freude empfangen. <box>60 982 274 1054</box>
article-text: Die Versammlung beschloß nach längerer Aussprache über die Lage und die Forderungen der Arbeiter- und Soldatenräte eine Entschließung, in der die Regierung ersucht wird, die Ordnung im Lande aufrecht zu erhalten und die Ernährung des Volkes sicherzustellen. Der Vorsitzende betonte, daß die Einheit des Reiches unter allen Umständen gewahrt werden müsse und daß die Nationalversammlung so bald als möglich einzuberufen sei. Die Truppen kehren in geordneten Verbänden in die Heimat zurück und werden von der Bevölkerung mit Freude empfangen. <box>60 451 274 523</box>
item-title: Frankfurter Brauerei „Zur Eiche“ vorm. Schwanen & Fohrer, Kiel. <box>742 137 947 152</box>
page-header <box>60 26 947 48</box>
article-text: Die Versammlung beschloß nach längerer Aussprache über die Lage und die Forderungen der Arbeiter- und Soldatenräte eine Entschließung, in der die Regierung ersucht wird, die Ordnung im Lande aufrecht zu erhalten und die Ernährung des Volkes sicherzustellen. Der Vorsitzende betonte, daß die Einheit des Reiches unter allen Umständen gewahrt werden müsse und daß die Nationalversammlung so bald als möglich einzuberufen sei. Die Truppen kehren in geordneten Verbänden in die Heimat zurück und werden von der Bevölkerung mit Freude empfangen. <box>288 162 506 235</box>
article-text: Die Versammlung beschloß nach längerer Aussprache über die Lage und die Forderungen der Arbeiter- und Soldatenräte eine Entschließung, in der die Regierung ersucht wird, die Ordnung im Lande aufrecht zu erhalten und die Ernährung des Volkes sicherzustellen. Der Vorsitzende betonte, daß die Einheit des Reiches unter allen Umständen gewahrt werden müsse und daß die Nationalversammlung so bald als möglich einzuberufen sei. Die Truppen kehren in geordneten Verbänden in die Heimat zurück und werden von der Bevölkerung mit Freude empfangen. <box>60 1057 274 1130</box>
article-text: Die Versammlung beschloß nach längerer Aussprache über die Lage und die Forderungen der Arbeiter- und Soldatenräte eine Entschließung, in der die Regierung ersucht wird, die Ordnung im Lande aufrecht zu erhalten und die Ernährung des Volkes sicherzustellen. Der Vorsitzende betonte, daß die Einheit des Reiches unter allen Umständen gewahrt werden müsse und daß die Nationalversammlung so bald als möglich einzuberufen sei. Die Truppen kehren in geordneten Verbänden in die Heimat zurück und werden von der Bevölkerung mit Freude empfangen. <box>520 731 732 804</box>
table-header: 1914/15 <box>840 241 867 255</box>
article-text: Die Versammlung beschloß nach längerer Aussprache über die Lage und die Forderungen der Arbeiter- und Soldatenräte eine Entschließung, in der die Regierung ersucht wird, die Ordnung im Lande aufrecht zu erhalten und die Ernährung des Volkes sicherzustellen. Der Vorsitzende betonte, daß die Einheit des Reiches unter allen Umständen gewahrt werden müsse und daß die Nationalversammlung so bald als möglich einzuberufen sei. Die Truppen kehren in geordneten Verbänden in die Heimat zurück und werden von der Bevölkerung mit Freude empfangen. <box>288 1391 506 1464</box>
article-text: Die Versammlung beschloß nach längerer Aussprache über die Lage und die Forderungen der Arbeiter- und Soldatenräte eine Entschließung, in der die Regierung ersucht wird, die Ordnung im Lande aufrecht zu erhalten und die Ernährung des Volkes sicherzustellen. Der Vorsitzende betonte, daß die Einheit des Reiches unter allen Umständen gewahrt werden müsse und daß die Nationalversammlung so bald als möglich einzuberufen sei. Die Truppen kehren in geordneten Verbänden in die Heimat zurück und werden von der Bevölkerung mit Freude empfangen. <box>60 375 274 448</box>
water-level-title: Wasserstand <box>824 1141 865 1148</box>
subhead-vatikan: Ein Vertreter des Vatikans. — Wilhelm II. <box>316 787 478 797</box>
article-text: Die Versammlung beschloß nach längerer Aussprache über die Lage und die Forderungen der Arbeiter- und Soldatenräte eine Entschließung, in der die Regierung ersucht wird, die Ordnung im Lande aufrecht zu erhalten und die Ernährung des Volkes sicherzustellen. Der Vorsitzende betonte, daß die Einheit des Reiches unter allen Umständen gewahrt werden müsse und daß die Nationalversammlung so bald als möglich einzuberufen sei. Die Truppen kehren in geordneten Verbänden in die Heimat zurück und werden von der Bevölkerung mit Freude empfangen. <box>288 87 506 159</box>
headline-vorgeschichte: Die Vorgeschichte des Krieges. <box>301 60 493 73</box>
headline-juedisch: Die nationale jüdische Bewegung. <box>62 2012 272 2026</box>
article-text: Die Versammlung beschloß nach längerer Aussprache über die Lage und die Forderungen der Arbeiter- und Soldatenräte eine Entschließung, in der die Regierung ersucht wird, die Ordnung im Lande aufrecht zu erhalten und die Ernährung des Volkes sicherzustellen. Der Vorsitzende betonte, daß die Einheit des Reiches unter allen Umständen gewahrt werden müsse und daß die Nationalversammlung so bald als möglich einzuberufen sei. Die Truppen kehren in geordneten Verbänden in die Heimat zurück und werden von der Bevölkerung mit Freude empfangen. <box>742 955 947 1035</box>
headline-angelegenheiten: Frankfurter Angelegenheiten. <box>552 56 700 92</box>
column-1 <box>60 54 274 2175</box>
article-text: Die Versammlung beschloß nach längerer Aussprache über die Lage und die Forderungen der Arbeiter- und Soldatenräte eine Entschließung, in der die Regierung ersucht wird, die Ordnung im Lande aufrecht zu erhalten und die Ernährung des Volkes sicherzustellen. Der Vorsitzende betonte, daß die Einheit des Reiches unter allen Umständen gewahrt werden müsse und daß die Nationalversammlung so bald als möglich einzuberufen sei. Die Truppen kehren in geordneten Verbänden in die Heimat zurück und werden von der Bevölkerung mit Freude empfangen. <box>60 906 274 979</box>
article-text: Die Versammlung beschloß nach längerer Aussprache über die Lage und die Forderungen der Arbeiter- und Soldatenräte eine Entschließung, in der die Regierung ersucht wird, die Ordnung im Lande aufrecht zu erhalten und die Ernährung des Volkes sicherzustellen. Der Vorsitzende betonte, daß die Einheit des Reiches unter allen Umständen gewahrt werden müsse und daß die Nationalversammlung so bald als möglich einzuberufen sei. Die Truppen kehren in geordneten Verbänden in die Heimat zurück und werden von der Bevölkerung mit Freude empfangen. <box>742 871 947 951</box>
article-text: Die Versammlung beschloß nach längerer Aussprache über die Lage und die Forderungen der Arbeiter- und Soldatenräte eine Entschließung, in der die Regierung ersucht wird, die Ordnung im Lande aufrecht zu erhalten und die Ernährung des Volkes sicherzustellen. Der Vorsitzende betonte, daß die Einheit des Reiches unter allen Umständen gewahrt werden müsse und daß die Nationalversammlung so bald als möglich einzuberufen sei. Die Truppen kehren in geordneten Verbänden in die Heimat zurück und werden von der Bevölkerung mit Freude empfangen. <box>520 1521 732 1594</box>
article-text: Die Versammlung beschloß nach längerer Aussprache über die Lage und die Forderungen der Arbeiter- und Soldatenräte eine Entschließung, in der die Regierung ersucht wird, die Ordnung im Lande aufrecht zu erhalten und die Ernährung des Volkes sicherzustellen. Der Vorsitzende betonte, daß die Einheit des Reiches unter allen Umständen gewahrt werden müsse und daß die Nationalversammlung so bald als möglich einzuberufen sei. Die Truppen kehren in geordneten Verbänden in die Heimat zurück und werden von der Bevölkerung mit Freude empfangen. <box>520 580 732 652</box>
article-text: Die Versammlung beschloß nach längerer Aussprache über die Lage und die Forderungen der Arbeiter- und Soldatenräte eine Entschließung, in der die Regierung ersucht wird, die Ordnung im Lande aufrecht zu erhalten und die Ernährung des Volkes sicherzustellen. Der Vorsitzende betonte, daß die Einheit des Reiches unter allen Umständen gewahrt werden müsse und daß die Nationalversammlung so bald als möglich einzuberufen sei. Die Truppen kehren in geordneten Verbänden in die Heimat zurück und werden von der Bevölkerung mit Freude empfangen. <box>742 54 947 134</box>
article-text: Die Versammlung beschloß nach längerer Aussprache über die Lage und die Forderungen der Arbeiter- und Soldatenräte eine Entschließung, in der die Regierung ersucht wird, die Ordnung im Lande aufrecht zu erhalten und die Ernährung des Volkes sicherzustellen. Der Vorsitzende betonte, daß die Einheit des Reiches unter allen Umständen gewahrt werden müsse und daß die Nationalversammlung so bald als möglich einzuberufen sei. Die Truppen kehren in geordneten Verbänden in die Heimat zurück und werden von der Bevölkerung mit Freude empfangen. <box>520 1045 732 1118</box>
table-header: 1916/17 <box>893 241 920 255</box>
